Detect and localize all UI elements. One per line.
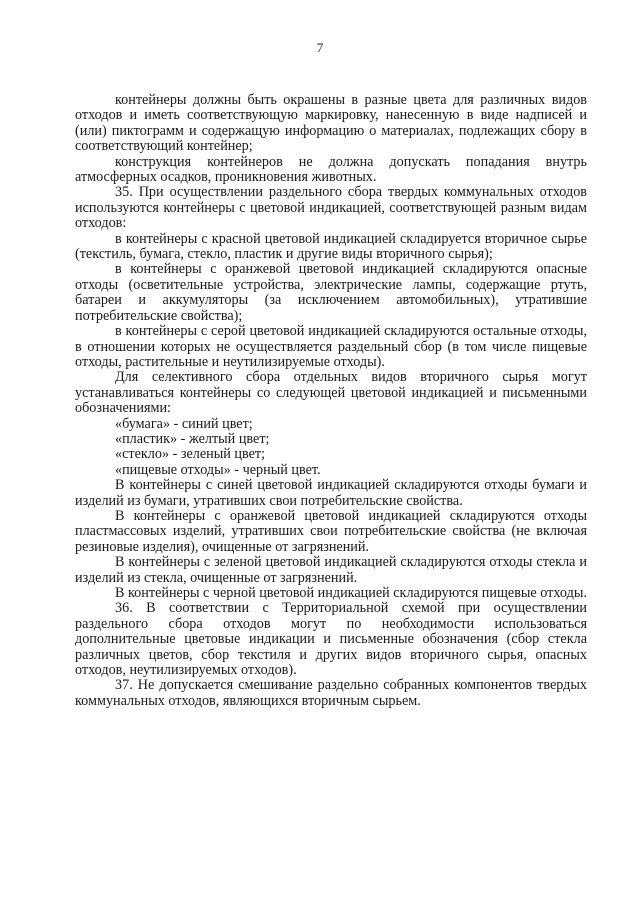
paragraph-containers-coloring: контейнеры должны быть окрашены в разные цвета для различных видов отходов и иметь соответствующую маркировку, нанесенную в виде надписей и (или) пиктограмм и содержащую информацию о материалах, подлежащих сбору в соответствующий контейнер; — [75, 92, 587, 155]
paragraph-red-containers: в контейнеры с красной цветовой индикацией складируется вторичное сырье (текстиль, бумага, стекло, пластик и другие виды вторичного сырья); — [75, 230, 587, 263]
paragraph-gray-containers: в контейнеры с серой цветовой индикацией складируются остальные отходы, в отношении которых не осуществляется раздельный сбор (в том числе пищевые отходы, растительные и неутилизируемые отходы). — [75, 323, 587, 370]
page-number: 7 — [316, 40, 324, 55]
paragraph-item-35: 35. При осуществлении раздельного сбора твердых коммунальных отходов используются контейнеры с цветовой индикацией, соответствующей разным видам отходов: — [75, 184, 587, 232]
paragraph-black-containers: В контейнеры с черной цветовой индикацией складируются пищевые отходы. — [115, 585, 587, 601]
paragraph-selective-collection: Для селективного сбора отдельных видов вторичного сырья могут устанавливаться контейнеры со следующей цветовой индикацией и письменными обозначениями: — [75, 369, 587, 417]
list-item-paper: «бумага» - синий цвет; — [115, 415, 253, 432]
paragraph-green-containers: В контейнеры с зеленой цветовой индикацией складируются отходы стекла и изделий из стекла, очищенные от загрязнений. — [75, 554, 587, 586]
paragraph-item-36: 36. В соответствии с Территориальной схемой при осуществлении раздельного сбора отходов могут по необходимости использоваться дополнительные цветовые индикации и письменные обозначения (сбор стекла различных цветов, сбор текстиля и других видов вторичного сырья, опасных отходов, неутилизируемых отходов). — [75, 600, 587, 679]
document-body — [75, 93, 587, 709]
paragraph-blue-containers: В контейнеры с синей цветовой индикацией складируются отходы бумаги и изделий из бумаги, утративших свои потребительские свойства. — [75, 477, 587, 509]
paragraph-containers-construction: конструкция контейнеров не должна допускать попадания внутрь атмосферных осадков, проникновения животных. — [75, 153, 587, 186]
list-item-food-waste: «пищевые отходы» - черный цвет. — [115, 461, 321, 478]
paragraph-orange-plastic-containers: В контейнеры с оранжевой цветовой индикацией складируются отходы пластмассовых изделий, утративших свои потребительские свойства (не включая резиновые изделия), очищенные от загрязнений. — [75, 507, 587, 555]
paragraph-item-37: 37. Не допускается смешивание раздельно собранных компонентов твердых коммунальных отходов, являющихся вторичным сырьем. — [75, 677, 587, 709]
paragraph-orange-containers: в контейнеры с оранжевой цветовой индикацией складируются опасные отходы (осветительные устройства, электрические лампы, содержащие ртуть, батареи и аккумуляторы (за исключением автомобильных), утратившие потребительские свойства); — [75, 261, 587, 324]
list-item-glass: «стекло» - зеленый цвет; — [115, 446, 266, 463]
list-item-plastic: «пластик» - желтый цвет; — [115, 430, 270, 447]
